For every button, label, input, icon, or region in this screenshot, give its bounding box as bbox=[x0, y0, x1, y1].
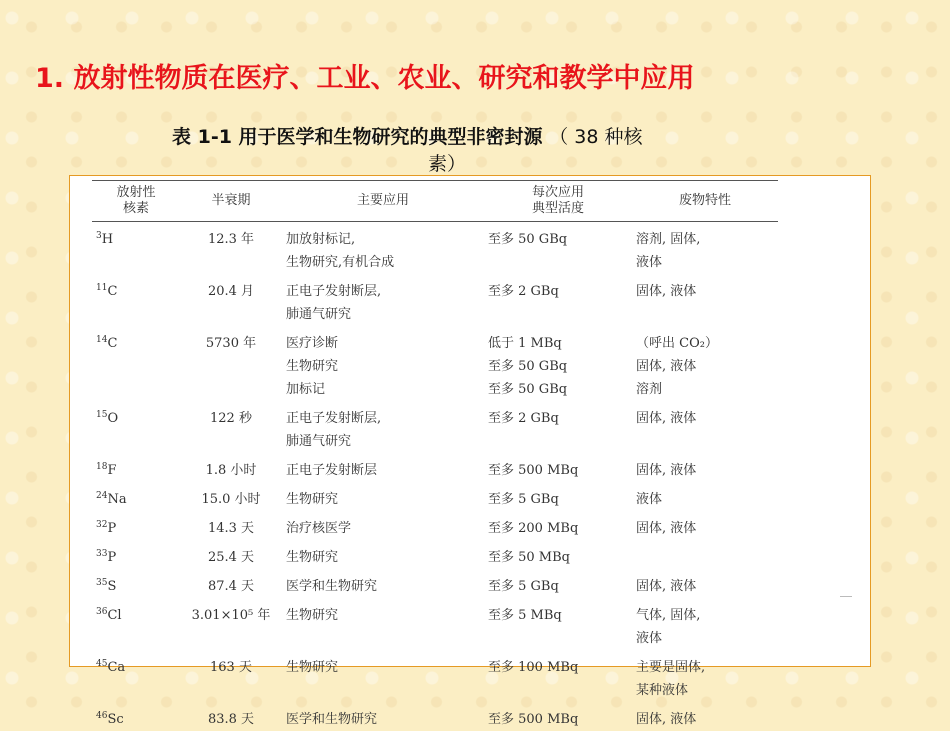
nuclide-cell bbox=[92, 401, 180, 453]
waste-line: 固体, 液体 bbox=[636, 517, 774, 540]
use-cell bbox=[282, 222, 484, 275]
activity-line: 至多 500 MBq bbox=[488, 459, 628, 482]
activity-line: 至多 2 GBq bbox=[488, 280, 628, 303]
activity-line: 至多 5 GBq bbox=[488, 575, 628, 598]
half-life-cell bbox=[180, 222, 282, 275]
use-cell bbox=[282, 540, 484, 569]
half-life-cell bbox=[180, 511, 282, 540]
header-half-life: 半衰期 bbox=[180, 181, 282, 222]
element-symbol: C bbox=[107, 336, 117, 351]
use-line: 生物研究 bbox=[286, 604, 480, 627]
caption-note: （ 38 种核 bbox=[549, 126, 642, 148]
use-cell bbox=[282, 274, 484, 326]
activity-cell bbox=[484, 453, 632, 482]
nuclide-cell bbox=[92, 702, 180, 731]
scan-mark bbox=[840, 596, 852, 597]
table-row bbox=[92, 401, 778, 453]
waste-line: 液体 bbox=[636, 251, 774, 274]
waste-cell bbox=[632, 569, 778, 598]
waste-line: 固体, 液体 bbox=[636, 459, 774, 482]
activity-line: 至多 500 MBq bbox=[488, 708, 628, 731]
use-line: 生物研究 bbox=[286, 656, 480, 679]
activity-cell bbox=[484, 482, 632, 511]
use-cell bbox=[282, 650, 484, 702]
half-life-value: 15.0 小时 bbox=[201, 492, 260, 507]
mass-number: 18 bbox=[96, 462, 107, 472]
activity-cell bbox=[484, 540, 632, 569]
half-life-cell bbox=[180, 702, 282, 731]
half-life-value: 25.4 天 bbox=[208, 550, 254, 565]
activity-line: 至多 50 GBq bbox=[488, 228, 628, 251]
element-symbol: F bbox=[107, 463, 116, 478]
activity-cell bbox=[484, 401, 632, 453]
waste-line: 固体, 液体 bbox=[636, 407, 774, 430]
half-life-value: 14.3 天 bbox=[208, 521, 254, 536]
element-symbol: P bbox=[107, 550, 116, 565]
use-cell bbox=[282, 453, 484, 482]
caption-label: 表 1-1 用于医学和生物研究的典型非密封源 bbox=[172, 126, 543, 148]
mass-number: 33 bbox=[96, 549, 107, 559]
table-header-row bbox=[92, 181, 778, 222]
header-use: 主要应用 bbox=[282, 181, 484, 222]
half-life-value: 1.8 小时 bbox=[206, 463, 257, 478]
waste-cell bbox=[632, 482, 778, 511]
use-line: 生物研究 bbox=[286, 546, 480, 569]
nuclide-cell bbox=[92, 598, 180, 650]
activity-line: 至多 50 MBq bbox=[488, 546, 628, 569]
use-cell bbox=[282, 569, 484, 598]
activity-line: 至多 5 GBq bbox=[488, 488, 628, 511]
waste-line: 某种液体 bbox=[636, 679, 774, 702]
half-life-cell bbox=[180, 540, 282, 569]
half-life-cell bbox=[180, 274, 282, 326]
half-life-value: 5730 年 bbox=[206, 336, 256, 351]
half-life-cell bbox=[180, 569, 282, 598]
half-life-value: 122 秒 bbox=[210, 411, 252, 426]
waste-line: 固体, 液体 bbox=[636, 280, 774, 303]
use-cell bbox=[282, 702, 484, 731]
mass-number: 14 bbox=[96, 335, 107, 345]
table-row bbox=[92, 569, 778, 598]
element-symbol: P bbox=[107, 521, 116, 536]
activity-cell bbox=[484, 650, 632, 702]
nuclide-cell bbox=[92, 540, 180, 569]
waste-line: 溶剂 bbox=[636, 378, 774, 401]
use-cell bbox=[282, 511, 484, 540]
table-row bbox=[92, 274, 778, 326]
use-line: 正电子发射断层, bbox=[286, 280, 480, 303]
activity-cell bbox=[484, 222, 632, 275]
header-nuclide: 放射性 核素 bbox=[92, 181, 180, 222]
nuclide-cell bbox=[92, 222, 180, 275]
activity-line: 至多 50 GBq bbox=[488, 355, 628, 378]
activity-line: 至多 100 MBq bbox=[488, 656, 628, 679]
use-line: 医疗诊断 bbox=[286, 332, 480, 355]
waste-line: 主要是固体, bbox=[636, 656, 774, 679]
half-life-cell bbox=[180, 326, 282, 401]
table-row bbox=[92, 650, 778, 702]
half-life-cell bbox=[180, 401, 282, 453]
use-cell bbox=[282, 401, 484, 453]
nuclide-cell bbox=[92, 569, 180, 598]
waste-line: 气体, 固体, bbox=[636, 604, 774, 627]
mass-number: 32 bbox=[96, 520, 107, 530]
waste-cell bbox=[632, 453, 778, 482]
table-row bbox=[92, 702, 778, 731]
table-row bbox=[92, 482, 778, 511]
mass-number: 35 bbox=[96, 578, 107, 588]
waste-cell bbox=[632, 222, 778, 275]
half-life-value: 87.4 天 bbox=[208, 579, 254, 594]
element-symbol: O bbox=[107, 411, 118, 426]
half-life-cell bbox=[180, 650, 282, 702]
activity-line: 至多 200 MBq bbox=[488, 517, 628, 540]
table-row bbox=[92, 222, 778, 275]
half-life-value: 163 天 bbox=[210, 660, 252, 675]
scanned-table-image bbox=[69, 175, 871, 667]
mass-number: 24 bbox=[96, 491, 107, 501]
half-life-cell bbox=[180, 482, 282, 511]
table-row bbox=[92, 540, 778, 569]
half-life-value: 3.01×10⁵ 年 bbox=[192, 608, 271, 623]
table-row bbox=[92, 326, 778, 401]
waste-cell bbox=[632, 702, 778, 731]
use-line: 肺通气研究 bbox=[286, 303, 480, 326]
element-symbol: H bbox=[102, 232, 113, 247]
element-symbol: Cl bbox=[107, 608, 121, 623]
table-row bbox=[92, 453, 778, 482]
waste-line: （呼出 CO₂） bbox=[636, 332, 774, 355]
activity-cell bbox=[484, 569, 632, 598]
table-row bbox=[92, 511, 778, 540]
half-life-value: 83.8 天 bbox=[208, 712, 254, 727]
table-row bbox=[92, 598, 778, 650]
use-line: 生物研究 bbox=[286, 488, 480, 511]
waste-line: 液体 bbox=[636, 627, 774, 650]
element-symbol: Sc bbox=[107, 712, 123, 727]
mass-number: 45 bbox=[96, 659, 107, 669]
header-waste: 废物特性 bbox=[632, 181, 778, 222]
waste-line: 液体 bbox=[636, 488, 774, 511]
element-symbol: Ca bbox=[107, 660, 125, 675]
waste-line: 溶剂, 固体, bbox=[636, 228, 774, 251]
use-line: 正电子发射断层, bbox=[286, 407, 480, 430]
use-line: 治疗核医学 bbox=[286, 517, 480, 540]
half-life-value: 12.3 年 bbox=[208, 232, 254, 247]
waste-cell bbox=[632, 511, 778, 540]
waste-cell bbox=[632, 274, 778, 326]
use-line: 生物研究,有机合成 bbox=[286, 251, 480, 274]
use-line: 肺通气研究 bbox=[286, 430, 480, 453]
activity-line: 低于 1 MBq bbox=[488, 332, 628, 355]
nuclide-cell bbox=[92, 326, 180, 401]
nuclide-cell bbox=[92, 650, 180, 702]
half-life-value: 20.4 月 bbox=[208, 284, 254, 299]
activity-line: 至多 5 MBq bbox=[488, 604, 628, 627]
mass-number: 11 bbox=[96, 283, 107, 293]
waste-line: 固体, 液体 bbox=[636, 708, 774, 731]
caption-note-cont: 素） bbox=[172, 151, 752, 178]
waste-cell bbox=[632, 650, 778, 702]
table-caption bbox=[172, 124, 752, 178]
waste-line: 固体, 液体 bbox=[636, 355, 774, 378]
activity-cell bbox=[484, 274, 632, 326]
mass-number: 36 bbox=[96, 607, 107, 617]
nuclide-cell bbox=[92, 274, 180, 326]
use-cell bbox=[282, 482, 484, 511]
nuclide-table bbox=[92, 180, 778, 731]
element-symbol: C bbox=[107, 284, 117, 299]
use-line: 加放射标记, bbox=[286, 228, 480, 251]
waste-cell bbox=[632, 326, 778, 401]
element-symbol: Na bbox=[107, 492, 126, 507]
table-body bbox=[92, 222, 778, 731]
waste-cell bbox=[632, 598, 778, 650]
mass-number: 15 bbox=[96, 410, 107, 420]
use-line: 加标记 bbox=[286, 378, 480, 401]
half-life-cell bbox=[180, 453, 282, 482]
use-line: 医学和生物研究 bbox=[286, 708, 480, 731]
half-life-cell bbox=[180, 598, 282, 650]
waste-cell bbox=[632, 540, 778, 569]
activity-line: 至多 50 GBq bbox=[488, 378, 628, 401]
element-symbol: S bbox=[107, 579, 116, 594]
activity-cell bbox=[484, 702, 632, 731]
use-cell bbox=[282, 598, 484, 650]
use-line: 正电子发射断层 bbox=[286, 459, 480, 482]
activity-cell bbox=[484, 511, 632, 540]
activity-line: 至多 2 GBq bbox=[488, 407, 628, 430]
use-line: 生物研究 bbox=[286, 355, 480, 378]
mass-number: 3 bbox=[96, 231, 102, 241]
nuclide-cell bbox=[92, 453, 180, 482]
nuclide-cell bbox=[92, 511, 180, 540]
use-line: 医学和生物研究 bbox=[286, 575, 480, 598]
header-activity: 每次应用 典型活度 bbox=[484, 181, 632, 222]
activity-cell bbox=[484, 326, 632, 401]
activity-cell bbox=[484, 598, 632, 650]
nuclide-cell bbox=[92, 482, 180, 511]
use-cell bbox=[282, 326, 484, 401]
waste-cell bbox=[632, 401, 778, 453]
slide-title: 1. 放射性物质在医疗、工业、农业、研究和教学中应用 bbox=[35, 56, 694, 95]
waste-line: 固体, 液体 bbox=[636, 575, 774, 598]
mass-number: 46 bbox=[96, 711, 107, 721]
